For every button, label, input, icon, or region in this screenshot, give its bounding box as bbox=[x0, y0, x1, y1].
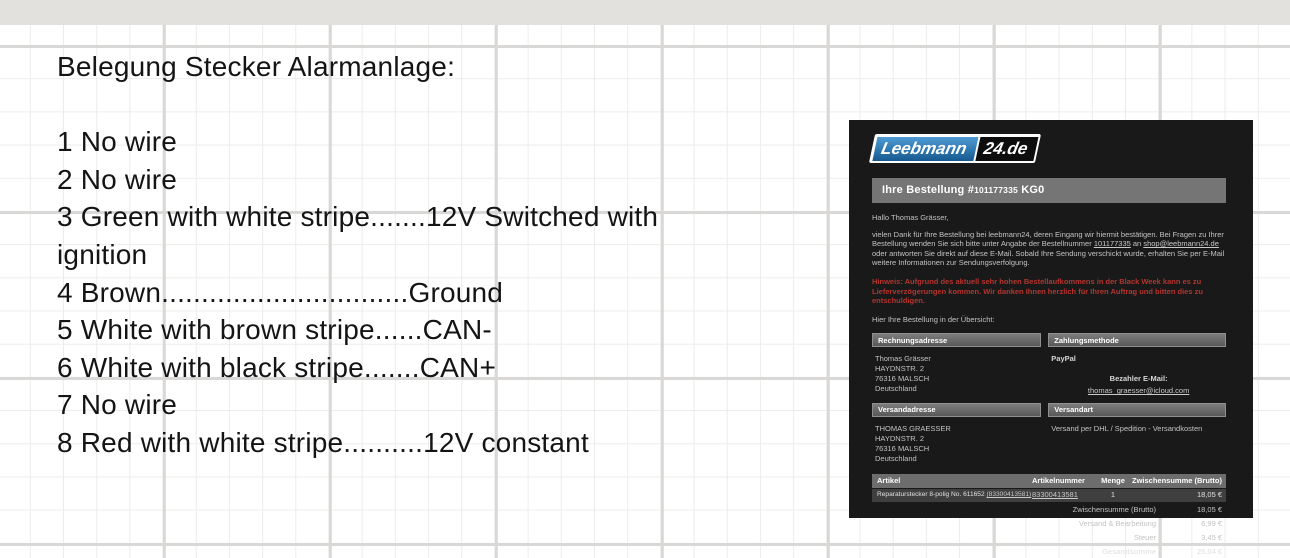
article-quantity: 1 bbox=[1110, 490, 1116, 500]
embedded-email-image[interactable] bbox=[849, 120, 1253, 556]
grand-total-label: Gesamtsumme bbox=[1102, 546, 1156, 556]
billing-address-block bbox=[872, 352, 1041, 398]
billing-city: 76316 MALSCH bbox=[875, 374, 930, 384]
overview-intro: Hier Ihre Bestellung in der Übersicht: bbox=[872, 314, 995, 324]
payment-method-value: PayPal bbox=[1051, 354, 1076, 364]
order-number-link: 101177335 bbox=[1093, 239, 1131, 249]
shipping-name: THOMAS GRAESSER bbox=[875, 424, 951, 434]
leebmann24-logo bbox=[869, 134, 1041, 163]
shipping-cost-label: Versand & Bearbeitung bbox=[1078, 518, 1156, 528]
note-title: Belegung Stecker Alarmanlage: bbox=[57, 51, 456, 82]
note-line-pin6: 6 White with black stripe.......CAN+ bbox=[57, 351, 497, 383]
intro-part1: vielen Dank für Ihre Bestellung bei leebmann24, deren Eingang wir hiermit bestätigen. Bei Fragen zu Ihrer Bestellung wenden Sie sich bitte unter Angabe der Bestellnummer bbox=[872, 229, 1224, 249]
column-header-zwischensumme: Zwischensumme (Brutto) bbox=[1131, 475, 1222, 485]
totals-row-subtotal bbox=[872, 503, 1226, 516]
logo-brand-wordmark: Leebmann bbox=[872, 137, 978, 161]
subject-suffix: KG0 bbox=[1021, 183, 1045, 196]
note-editor[interactable] bbox=[57, 48, 737, 462]
shipping-country: Deutschland bbox=[875, 453, 917, 463]
column-header-artikel: Artikel bbox=[877, 475, 901, 485]
article-title: Reparaturstecker 8-polig No. 611652 bbox=[877, 491, 987, 499]
shipping-method-block bbox=[1048, 422, 1226, 466]
order-number: 101177335 bbox=[974, 184, 1018, 195]
column-header-menge: Menge bbox=[1101, 475, 1125, 485]
greeting-text: Hallo Thomas Grässer, bbox=[872, 213, 949, 222]
note-line-pin1: 1 No wire bbox=[57, 126, 178, 158]
article-number-inline-link: (83300413581) bbox=[986, 491, 1032, 499]
order-table-header-row bbox=[872, 474, 1226, 488]
tax-value: 3,45 € bbox=[1201, 532, 1222, 542]
article-sku-link: 83300413581 bbox=[1032, 490, 1078, 500]
article-subtotal: 18,05 € bbox=[1196, 490, 1222, 500]
payment-method-block bbox=[1048, 352, 1226, 398]
payer-email-label: Bezahler E-Mail: bbox=[1109, 374, 1168, 384]
shipping-cost-value: 6,99 € bbox=[1201, 518, 1222, 528]
billing-name: Thomas Grässer bbox=[875, 354, 931, 364]
column-header-artikelnummer: Artikelnummer bbox=[1032, 475, 1085, 485]
payer-email-link: thomas_graesser@icloud.com bbox=[1087, 386, 1190, 396]
totals-row-shipping bbox=[872, 517, 1226, 530]
order-item-row bbox=[872, 489, 1226, 502]
shipping-address-header: Versandadresse bbox=[872, 403, 1041, 417]
note-line-pin8: 8 Red with white stripe..........12V constant bbox=[57, 426, 589, 458]
shipping-method-value: Versand per DHL / Spedition - Versandkosten bbox=[1051, 424, 1203, 434]
shipping-method-header: Versandart bbox=[1048, 403, 1226, 417]
order-table bbox=[872, 474, 1226, 558]
payment-method-header: Zahlungsmethode bbox=[1048, 333, 1226, 347]
tax-label: Steuer bbox=[1133, 532, 1156, 542]
intro-part2: an bbox=[1130, 239, 1144, 249]
note-line-pin5: 5 White with brown stripe......CAN- bbox=[57, 314, 492, 346]
shipping-street: HAYDNSTR. 2 bbox=[875, 433, 925, 443]
billing-country: Deutschland bbox=[875, 384, 917, 394]
shop-email-link: shop@leebmann24.de bbox=[1143, 239, 1219, 249]
note-line-pin2: 2 No wire bbox=[57, 163, 178, 195]
note-line-pin4: 4 Brown...............................Ground bbox=[57, 276, 504, 308]
order-subject-bar bbox=[872, 178, 1226, 203]
note-line-pin7: 7 No wire bbox=[57, 389, 178, 421]
totals-row-tax bbox=[872, 531, 1226, 544]
shipping-city: 76316 MALSCH bbox=[875, 443, 930, 453]
billing-street: HAYDNSTR. 2 bbox=[875, 364, 925, 374]
subtotal-value: 18,05 € bbox=[1196, 504, 1222, 514]
hash-sign: # bbox=[967, 183, 975, 196]
note-blank-line bbox=[57, 86, 737, 124]
billing-address-header: Rechnungsadresse bbox=[872, 333, 1041, 347]
grand-total-value: 25,04 € bbox=[1196, 546, 1222, 556]
intro-part3: oder antworten Sie direkt auf diese E-Mail. Sobald Ihre Sendung verschickt wurde, erhalten Sie per E-Mail weitere Informationen zur Sendungsverfolgung. bbox=[872, 248, 1225, 268]
article-name bbox=[872, 490, 1032, 500]
window-top-band bbox=[0, 0, 1290, 25]
subtotal-label: Zwischensumme (Brutto) bbox=[1072, 504, 1156, 514]
note-line-pin3: 3 Green with white stripe.......12V Switched with ignition bbox=[57, 201, 659, 270]
totals-row-grand-total bbox=[872, 545, 1226, 558]
black-week-notice: Hinweis: Aufgrund des aktuell sehr hohen Bestellaufkommens in der Black Week kann es zu Lieferverzögerungen kommen. Wir danken Ihnen herzlich für Ihren Auftrag und bitten dies zu entschuldigen. bbox=[872, 276, 1203, 306]
logo-tld-wordmark: 24.de bbox=[975, 137, 1038, 161]
subject-label: Ihre Bestellung bbox=[882, 183, 965, 196]
shipping-address-block bbox=[872, 422, 1041, 466]
intro-paragraph bbox=[872, 230, 1226, 268]
